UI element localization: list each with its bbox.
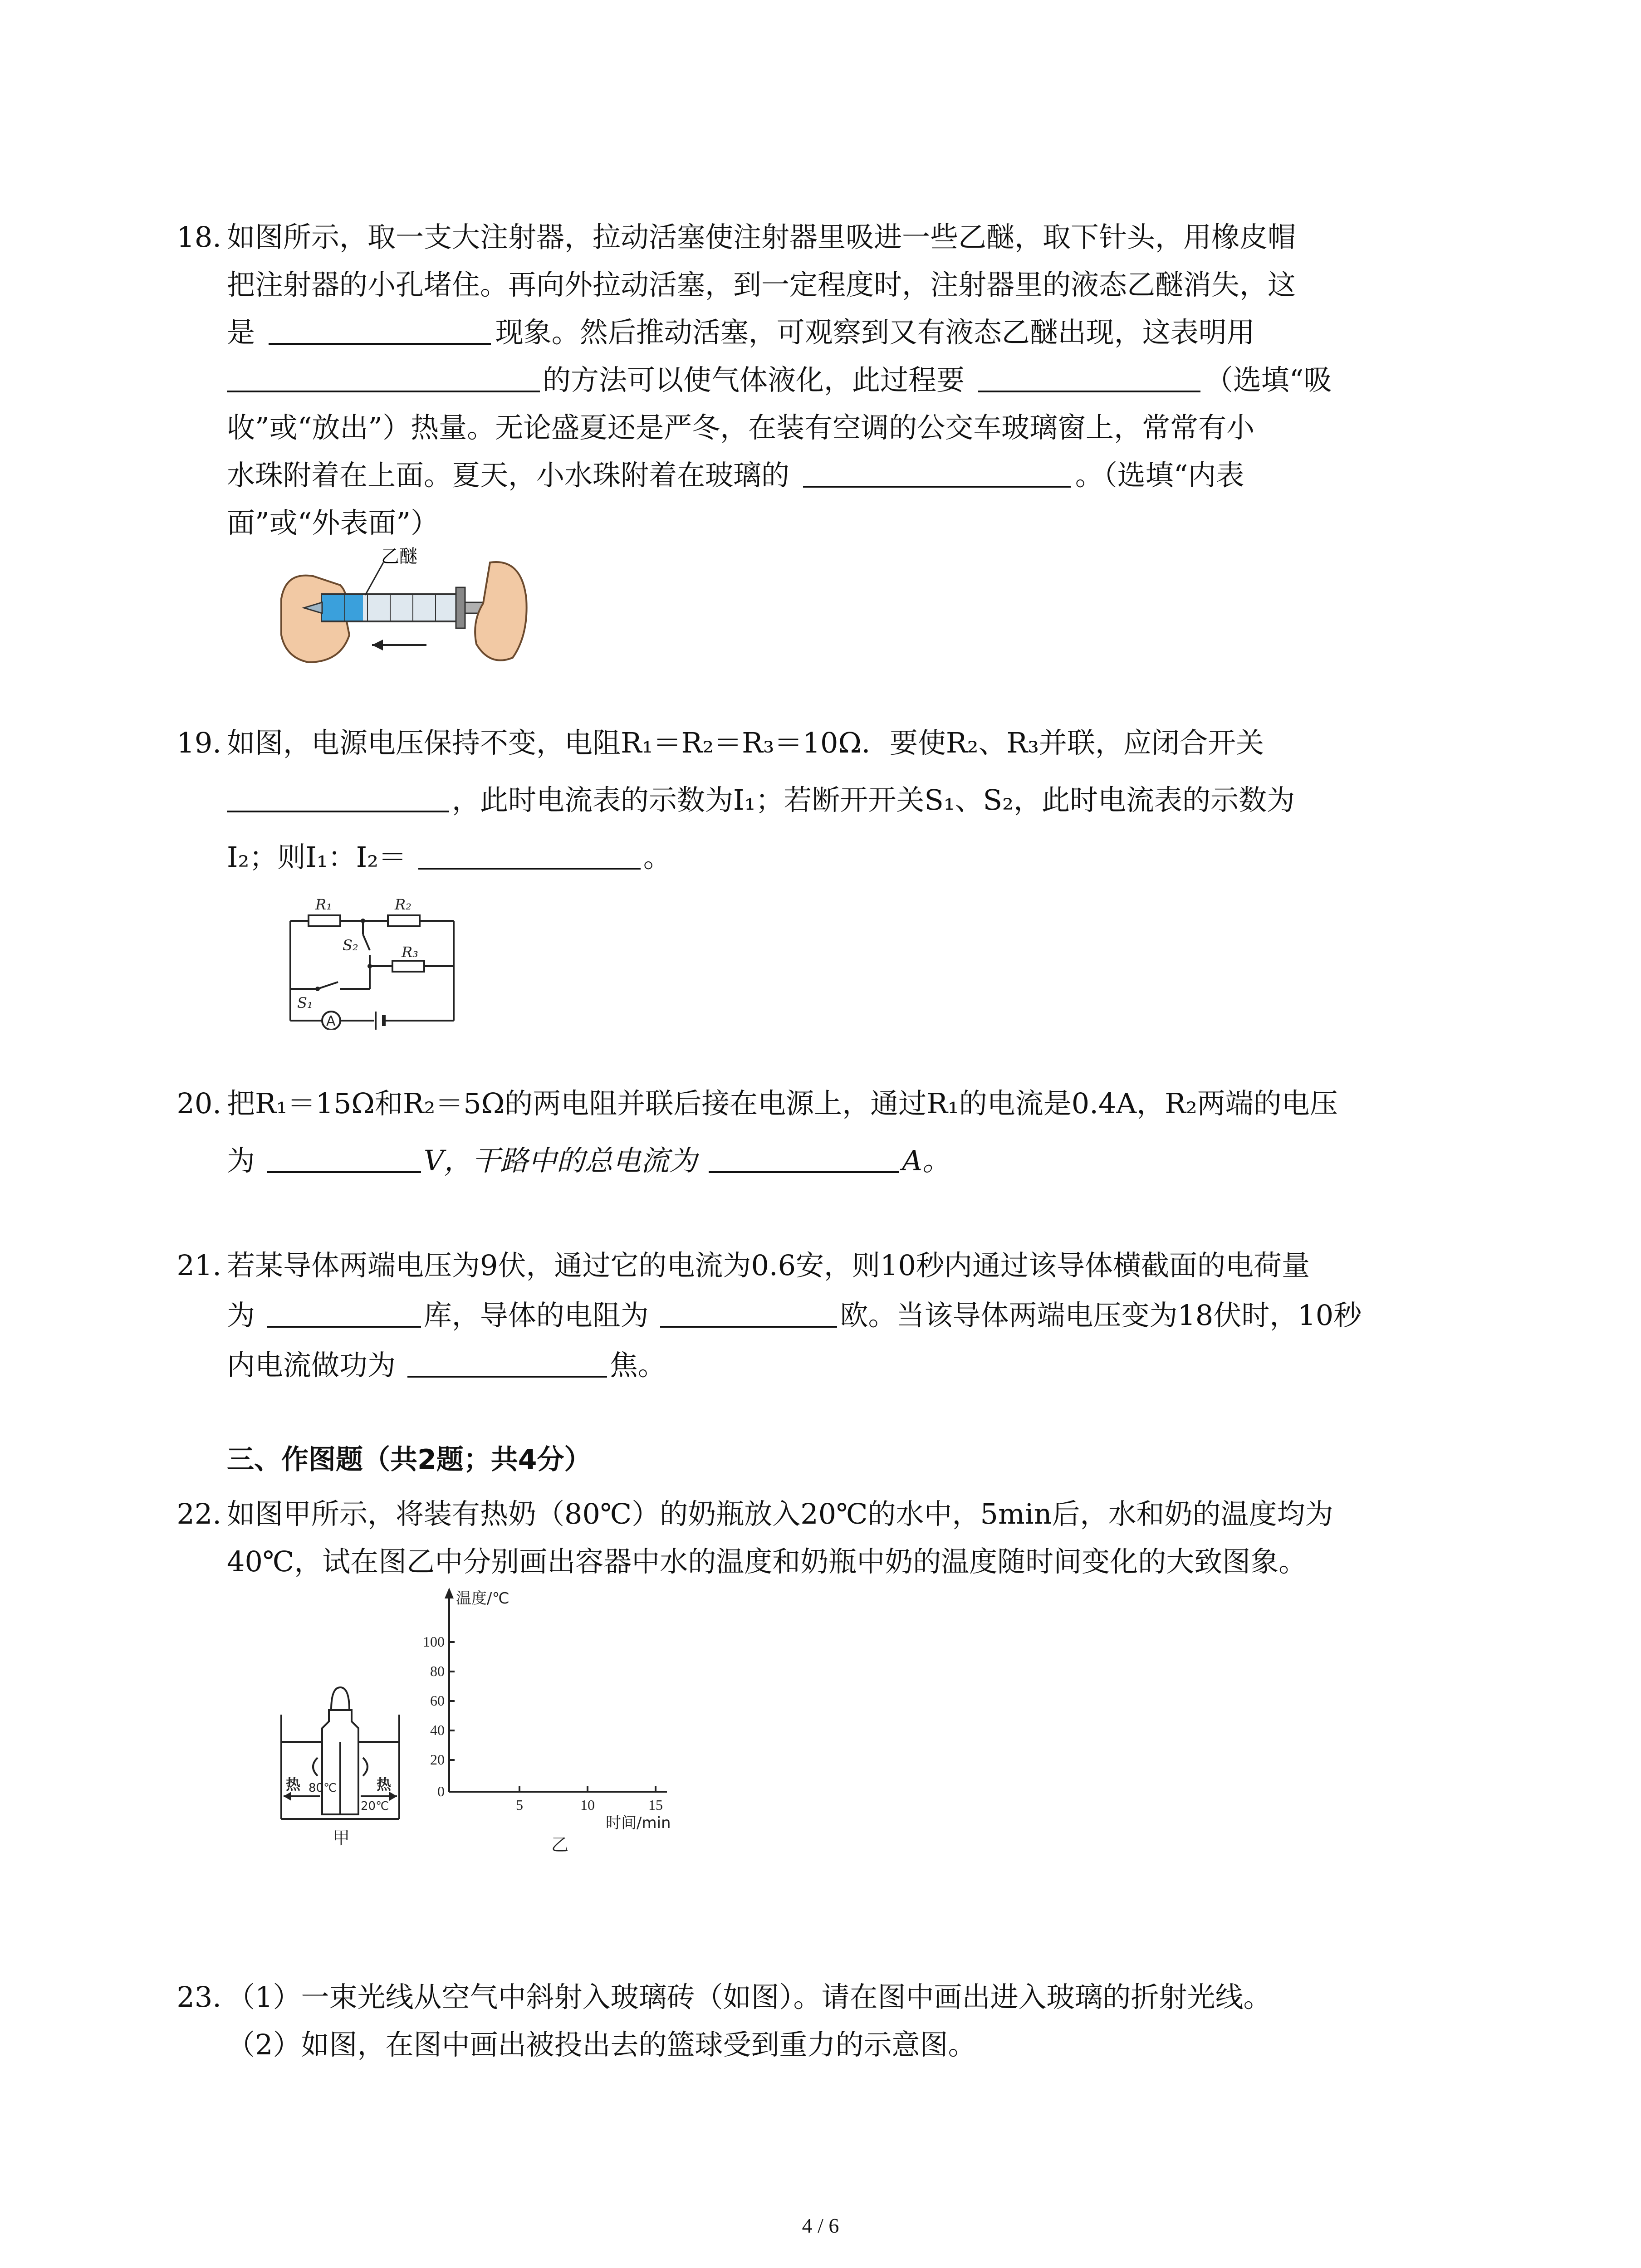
q22-line-1: 如图甲所示，将装有热奶（80℃）的奶瓶放入20℃的水中，5min后，水和奶的温度均为	[227, 1497, 1333, 1530]
answer-blank[interactable]	[978, 361, 1200, 392]
answer-blank[interactable]	[267, 1141, 421, 1173]
question-19	[176, 714, 1452, 886]
question-number: 19.	[176, 726, 221, 759]
q21-line-2: 为 库，导体的电阻为 欧。当该导体两端电压变为18伏时，10秒	[227, 1290, 1452, 1340]
q18-line-7: 面”或“外表面”）	[227, 506, 439, 539]
q23-line-2: （2）如图，在图中画出被投出去的篮球受到重力的示意图。	[227, 2028, 976, 2061]
syringe-figure	[277, 544, 531, 671]
answer-blank[interactable]	[709, 1141, 899, 1173]
q21-line-1: 若某导体两端电压为9伏，通过它的电流为0.6安，则10秒内通过该导体横截面的电荷量	[227, 1249, 1310, 1282]
milk-temp-label: 80℃	[309, 1781, 337, 1795]
x-axis-label: 时间/min	[606, 1814, 671, 1832]
question-number: 23.	[176, 1980, 221, 2014]
q18-line-2: 把注射器的小孔堵住。再向外拉动活塞，到一定程度时，注射器里的液态乙醚消失，这	[227, 268, 1296, 301]
page-number: 4 / 6	[802, 2214, 839, 2237]
q18-line-4: 的方法可以使气体液化，此过程要 （选填“吸	[227, 356, 1452, 404]
answer-blank[interactable]	[803, 456, 1071, 488]
y-tick: 20	[430, 1751, 445, 1768]
answer-blank[interactable]	[660, 1296, 837, 1328]
y-axis-label: 温度/℃	[456, 1589, 509, 1608]
ether-label: 乙醚	[381, 546, 417, 567]
y-tick: 60	[430, 1692, 445, 1709]
q18-line-5: 收”或“放出”）热量。无论盛夏还是严冬，在装有空调的公交车玻璃窗上，常常有小	[227, 411, 1255, 444]
x-tick: 5	[516, 1797, 523, 1813]
question-number: 22.	[176, 1497, 221, 1530]
figure-jia-label: 甲	[333, 1828, 350, 1848]
question-23	[176, 1973, 1452, 2068]
s1-label: S₁	[297, 994, 313, 1012]
question-21	[176, 1241, 1452, 1390]
x-tick: 15	[648, 1797, 663, 1813]
answer-blank[interactable]	[227, 781, 449, 812]
circuit-diagram	[272, 889, 472, 1030]
question-18	[176, 213, 1452, 547]
y-tick: 80	[430, 1663, 445, 1679]
q19-line-2: ，此时电流表的示数为I₁；若断开开关S₁、S₂，此时电流表的示数为	[227, 772, 1452, 829]
q22-line-2: 40℃，试在图乙中分别画出容器中水的温度和奶瓶中奶的温度随时间变化的大致图象。	[227, 1545, 1307, 1578]
water-temp-label: 20℃	[361, 1799, 389, 1813]
ammeter-label: A	[326, 1013, 336, 1029]
question-number: 21.	[176, 1249, 221, 1282]
q18-line-6: 水珠附着在上面。夏天，小水珠附着在玻璃的 。（选填“内表	[227, 451, 1452, 499]
y-tick: 40	[430, 1722, 445, 1738]
heat-label-left: 热	[286, 1776, 301, 1793]
s2-label: S₂	[343, 937, 358, 954]
q21-line-3: 内电流做功为 焦。	[227, 1340, 1452, 1390]
q19-line-3: I₂；则I₁：I₂＝ 。	[227, 829, 1452, 886]
answer-blank[interactable]	[407, 1346, 607, 1378]
x-tick: 10	[580, 1797, 595, 1813]
r2-label: R₂	[395, 896, 411, 913]
section-title: 三、作图题（共2题；共4分）	[227, 1444, 592, 1476]
r1-label: R₁	[315, 896, 332, 913]
question-22	[176, 1490, 1452, 1585]
q18-line-3: 是 现象。然后推动活塞，可观察到又有液态乙醚出现，这表明用	[227, 308, 1452, 356]
figure-jia	[272, 1678, 408, 1860]
answer-blank[interactable]	[267, 1296, 421, 1328]
q20-line-1: 把R₁＝15Ω和R₂＝5Ω的两电阻并联后接在电源上，通过R₁的电流是0.4A，R₂两端的电压	[227, 1087, 1338, 1120]
figure-yi-label: 乙	[551, 1835, 569, 1855]
y-tick: 100	[423, 1633, 445, 1650]
q20-line-2: 为 V，干路中的总电流为 A。	[227, 1132, 1452, 1189]
question-number: 18.	[176, 220, 221, 254]
answer-blank[interactable]	[227, 361, 540, 392]
question-number: 20.	[176, 1087, 221, 1120]
question-20	[176, 1075, 1452, 1189]
answer-blank[interactable]	[269, 313, 491, 345]
y-tick: 0	[437, 1783, 445, 1799]
q23-line-1: （1）一束光线从空气中斜射入玻璃砖（如图）。请在图中画出进入玻璃的折射光线。	[227, 1980, 1272, 2014]
q19-line-1: 如图，电源电压保持不变，电阻R₁＝R₂＝R₃＝10Ω．要使R₂、R₃并联，应闭合开关	[227, 726, 1264, 759]
q18-line-1: 如图所示，取一支大注射器，拉动活塞使注射器里吸进一些乙醚，取下针头，用橡皮帽	[227, 220, 1296, 254]
figure-yi-graph	[404, 1583, 694, 1864]
heat-label-right: 热	[377, 1776, 392, 1793]
answer-blank[interactable]	[418, 838, 641, 870]
r3-label: R₃	[402, 943, 418, 961]
